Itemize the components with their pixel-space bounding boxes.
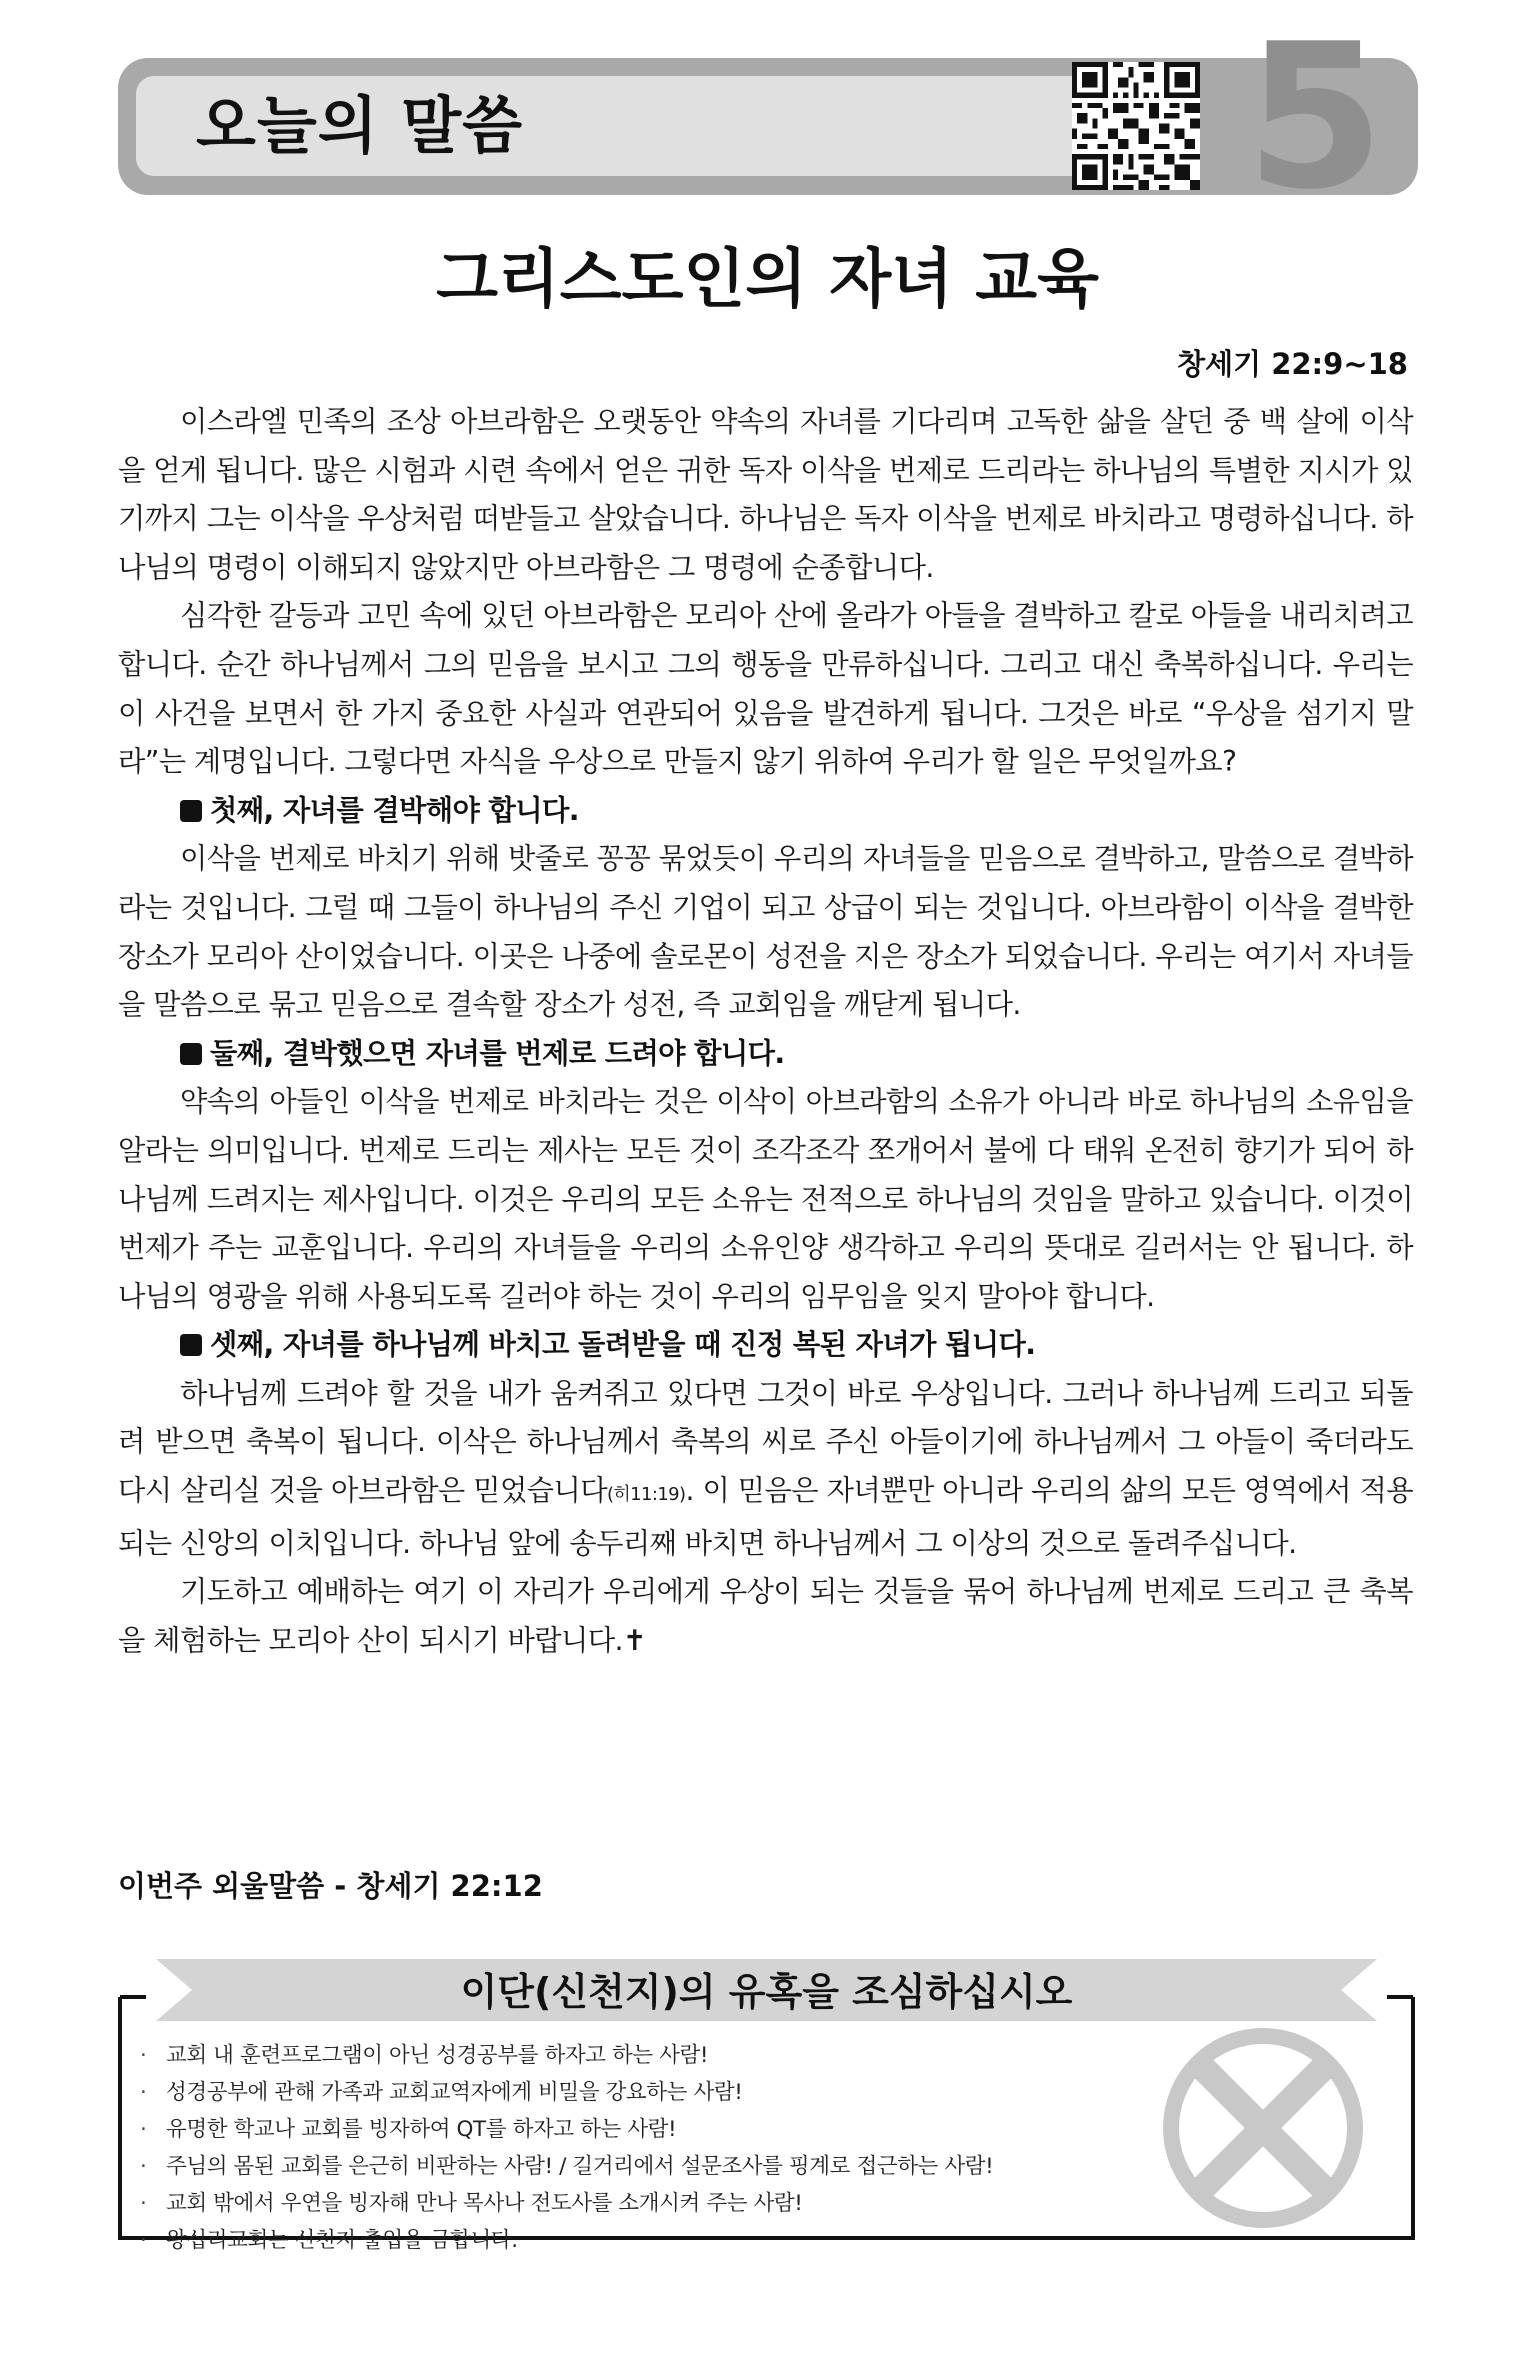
point-heading — [118, 1030, 1413, 1079]
paragraph-text: 하나님께 드려야 할 것을 내가 움켜쥐고 있다면 그것이 바로 우상입니다. 그러나 하나님께 드리고 되돌려 받으면 축복이 됩니다. 이삭은 하나님께서 축복의 씨로 주신 아들이기에 하나님께서 그 아들이 죽더라도 다시 살리실 것을 아브라함은 믿었습니다 — [118, 1376, 1413, 1508]
issue-number: 5 — [1245, 1, 1385, 234]
memory-verse: 이번주 외울말씀 - 창세기 22:12 — [118, 1869, 543, 1903]
sermon-body — [118, 398, 1413, 1665]
warning-list — [140, 2037, 1140, 2259]
point-heading-text: 둘째, 결박했으면 자녀를 번제로 드려야 합니다. — [210, 1036, 785, 1070]
list-item: · 유명한 학교나 교회를 빙자하여 QT를 하자고 하는 사람! — [140, 2111, 1140, 2148]
square-bullet-icon — [180, 1043, 202, 1065]
sermon-title: 그리스도인의 자녀 교육 — [436, 243, 1099, 317]
bible-reference: (히11:19) — [606, 1484, 686, 1506]
header-title: 오늘의 말씀 — [196, 89, 524, 162]
paragraph: 심각한 갈등과 고민 속에 있던 아브라함은 모리아 산에 올라가 아들을 결박하고 칼로 아들을 내리치려고 합니다. 순간 하나님께서 그의 믿음을 보시고 그의 행동을 만류하십니다. 그리고 대신 축복하십니다. 우리는 이 사건을 보면서 한 가지 중요한 사실과 연관되어 있음을 발견하게 됩니다. 그것은 바로 “우상을 섬기지 말라”는 계명입니다. 그렇다면 자식을 우상으로 만들지 않기 위하여 우리가 할 일은 무엇일까요? — [118, 599, 1413, 779]
paragraph: 기도하고 예배하는 여기 이 자리가 우리에게 우상이 되는 것들을 묶어 하나님께 번제로 드리고 큰 축복을 체험하는 모리아 산이 되시기 바랍니다.✝ — [118, 1575, 1414, 1657]
list-item: · 교회 내 훈련프로그램이 아닌 성경공부를 하자고 하는 사람! — [140, 2037, 1140, 2074]
warning-title: 이단(신천지)의 유혹을 조심하십시오 — [460, 1970, 1073, 2014]
paragraph: 이스라엘 민족의 조상 아브라함은 오랫동안 약속의 자녀를 기다리며 고독한 삶을 살던 중 백 살에 이삭을 얻게 됩니다. 많은 시험과 시련 속에서 얻은 귀한 독자 이삭을 번제로 드리라는 하나님의 특별한 지시가 있기까지 그는 이삭을 우상처럼 떠받들고 살았습니다. 하나님은 독자 이삭을 번제로 바치라고 명령하십니다. 하나님의 명령이 이해되지 않았지만 아브라함은 그 명령에 순종합니다. — [118, 405, 1414, 584]
square-bullet-icon — [180, 1334, 202, 1356]
paragraph-text: . 이 믿음은 자녀뿐만 아니라 우리의 삶의 모든 영역에서 적용되는 신앙의 이치입니다. 하나님 앞에 송두리째 바치면 하나님께서 그 이상의 것으로 돌려주십니다. — [118, 1474, 1413, 1560]
point-heading-text: 셋째, 자녀를 하나님께 바치고 돌려받을 때 진정 복된 자녀가 됩니다. — [210, 1328, 1036, 1362]
list-item: · 왕십리교회는 신천지 출입을 금합니다. — [140, 2222, 1140, 2259]
header-title-panel — [136, 76, 1092, 176]
square-bullet-icon — [180, 800, 202, 822]
heresy-warning-box — [118, 1955, 1415, 2253]
paragraph: 이삭을 번제로 바치기 위해 밧줄로 꽁꽁 묶었듯이 우리의 자녀들을 믿음으로 결박하고, 말씀으로 결박하라는 것입니다. 그럴 때 그들이 하나님의 주신 기업이 되고 상급이 되는 것입니다. 아브라함이 이삭을 결박한 장소가 모리아 산이었습니다. 이곳은 나중에 솔로몬이 성전을 지은 장소가 되었습니다. 우리는 여기서 자녀들을 말씀으로 묶고 믿음으로 결속할 장소가 성전, 즉 교회임을 깨닫게 됩니다. — [118, 842, 1413, 1022]
paragraph: 약속의 아들인 이삭을 번제로 바치라는 것은 이삭이 아브라함의 소유가 아니라 바로 하나님의 소유임을 알라는 의미입니다. 번제로 드리는 제사는 모든 것이 조각조각 쪼개어서 불에 다 태워 온전히 향기가 되어 하나님께 드려지는 제사입니다. 이것은 우리의 모든 소유는 전적으로 하나님의 것임을 말하고 있습니다. 이것이 번제가 주는 교훈입니다. 우리의 자녀들을 우리의 소유인양 생각하고 우리의 뜻대로 길러서는 안 됩니다. 하나님의 영광을 위해 사용되도록 길러야 하는 것이 우리의 임무임을 잊지 말아야 합니다. — [118, 1085, 1413, 1313]
list-item: · 교회 밖에서 우연을 빙자해 만나 목사나 전도사를 소개시켜 주는 사람! — [140, 2185, 1140, 2222]
list-item: · 주님의 몸된 교회를 은근히 비판하는 사람! / 길거리에서 설문조사를 핑계로 접근하는 사람! — [140, 2148, 1140, 2185]
point-heading — [118, 787, 1413, 836]
paragraph — [118, 1370, 1413, 1568]
list-item: · 성경공부에 관해 가족과 교회교역자에게 비밀을 강요하는 사람! — [140, 2074, 1140, 2111]
header-banner — [118, 58, 1418, 195]
scripture-reference: 창세기 22:9~18 — [1177, 347, 1408, 381]
point-heading-text: 첫째, 자녀를 결박해야 합니다. — [210, 793, 579, 827]
qr-code-icon[interactable] — [1072, 62, 1200, 190]
prohibit-x-icon — [1158, 2023, 1368, 2233]
point-heading — [118, 1321, 1413, 1370]
